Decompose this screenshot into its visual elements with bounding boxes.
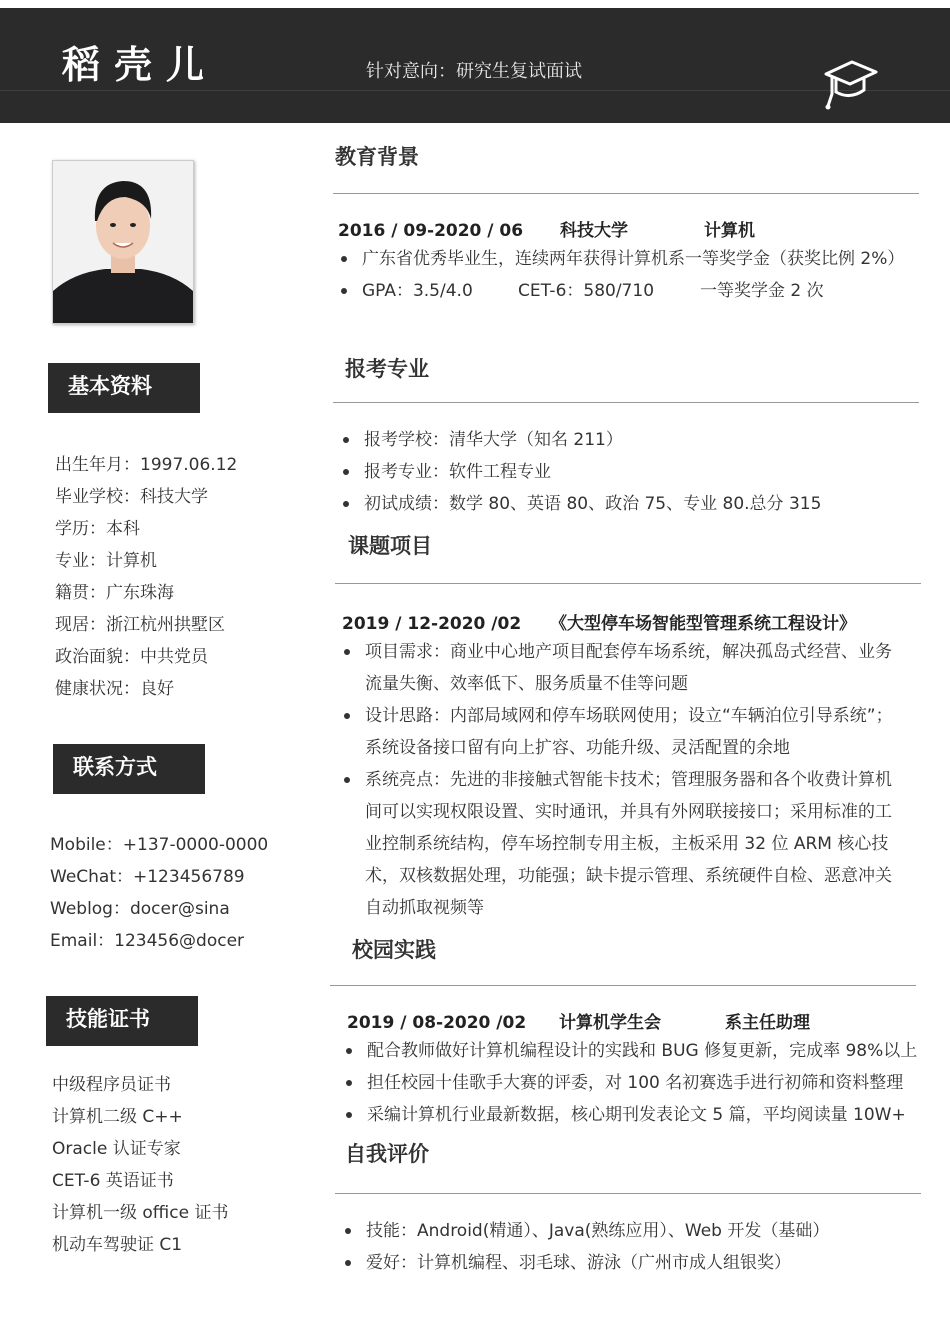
basic-info-item: 政治面貌：中共党员 <box>55 647 208 667</box>
contact-email: Email：123456@docer <box>50 931 245 951</box>
contact-title: 联系方式 <box>53 744 205 794</box>
education-title: 教育背景 <box>335 145 419 169</box>
certificate-item: 机动车驾驶证 C1 <box>52 1235 183 1255</box>
apply-list <box>340 424 918 520</box>
contact-list <box>50 829 268 957</box>
education-school: 科技大学 <box>560 221 628 241</box>
campus-header <box>347 1008 810 1033</box>
certificates-list <box>52 1069 228 1261</box>
certificate-item: 中级程序员证书 <box>52 1075 171 1095</box>
basic-info-item: 现居：浙江杭州拱墅区 <box>55 615 225 635</box>
portrait-illustration <box>53 161 193 323</box>
project-divider <box>335 583 921 584</box>
education-period: 2016 / 09-2020 / 06 <box>338 221 524 241</box>
basic-info-item: 籍贯：广东珠海 <box>55 583 174 603</box>
header-bar <box>0 8 950 123</box>
portrait-photo <box>52 160 194 324</box>
project-item: 系统亮点：先进的非接触式智能卡技术；管理服务器和各个收费计算机间可以实现权限设置、实时通讯，并具有外网联接接口；采用标准的工业控制系统结构，停车场控制专用主板，主板采用 32 位 ARM 核心技术，双核数据处理，功能强；缺卡提示管理、系统硬件自检、恶意冲关自动抓取视频等 <box>341 764 903 924</box>
contact-weblog: Weblog：docer@sina <box>50 899 230 919</box>
job-intent: 针对意向：研究生复试面试 <box>366 61 582 82</box>
self-eval-list <box>342 1215 920 1279</box>
campus-role: 系主任助理 <box>725 1013 810 1033</box>
project-header <box>342 609 856 634</box>
education-divider <box>333 193 919 194</box>
basic-info-item: 毕业学校：科技大学 <box>55 487 208 507</box>
education-bullet: 广东省优秀毕业生，连续两年获得计算机系一等奖学金（获奖比例 2%） <box>338 243 916 275</box>
basic-info-item: 专业：计算机 <box>55 551 157 571</box>
education-major: 计算机 <box>704 221 755 241</box>
education-scores <box>338 275 916 307</box>
header-divider <box>0 90 950 91</box>
campus-list <box>343 1035 923 1131</box>
campus-item: 担任校园十佳歌手大赛的评委，对 100 名初赛选手进行初筛和资料整理 <box>343 1067 923 1099</box>
campus-org: 计算机学生会 <box>559 1013 661 1033</box>
education-list <box>338 243 916 307</box>
basic-info-item: 学历：本科 <box>55 519 140 539</box>
apply-item: 报考学校：清华大学（知名 211） <box>340 424 918 456</box>
self-eval-title: 自我评价 <box>345 1142 429 1166</box>
certificate-item: 计算机二级 C++ <box>52 1107 183 1127</box>
candidate-name: 稻壳儿 <box>62 43 219 87</box>
apply-divider <box>333 402 919 403</box>
contact-wechat: WeChat：+123456789 <box>50 867 245 887</box>
project-list <box>341 636 903 924</box>
project-title: 课题项目 <box>348 534 432 558</box>
self-eval-divider <box>335 1193 921 1194</box>
basic-info-list <box>55 449 237 705</box>
self-eval-item: 爱好：计算机编程、羽毛球、游泳（广州市成人组银奖） <box>342 1247 920 1279</box>
education-gpa: GPA：3.5/4.0 <box>362 281 473 301</box>
basic-info-item: 健康状况：良好 <box>55 679 174 699</box>
project-name: 《大型停车场智能型管理系统工程设计》 <box>550 614 856 634</box>
graduation-cap-icon <box>820 52 880 112</box>
basic-info-title: 基本资料 <box>48 363 200 413</box>
basic-info-item: 出生年月：1997.06.12 <box>55 455 238 475</box>
project-period: 2019 / 12-2020 /02 <box>342 614 522 634</box>
campus-period: 2019 / 08-2020 /02 <box>347 1013 527 1033</box>
education-header <box>338 216 755 241</box>
contact-mobile: Mobile：+137-0000-0000 <box>50 835 269 855</box>
education-cet: CET-6：580/710 <box>518 281 655 301</box>
project-item: 设计思路：内部局域网和停车场联网使用；设立“车辆泊位引导系统”；系统设备接口留有向上扩容、功能升级、灵活配置的余地 <box>341 700 903 764</box>
certificate-item: CET-6 英语证书 <box>52 1171 174 1191</box>
apply-item: 报考专业：软件工程专业 <box>340 456 918 488</box>
apply-item: 初试成绩：数学 80、英语 80、政治 75、专业 80.总分 315 <box>340 488 918 520</box>
campus-item: 配合教师做好计算机编程设计的实践和 BUG 修复更新，完成率 98%以上 <box>343 1035 923 1067</box>
self-eval-item: 技能：Android(精通）、Java(熟练应用）、Web 开发（基础） <box>342 1215 920 1247</box>
apply-title: 报考专业 <box>345 357 429 381</box>
campus-divider <box>330 985 916 986</box>
campus-title: 校园实践 <box>352 938 436 962</box>
project-item: 项目需求：商业中心地产项目配套停车场系统，解决孤岛式经营、业务流量失衡、效率低下、服务质量不佳等问题 <box>341 636 903 700</box>
certificate-item: Oracle 认证专家 <box>52 1139 181 1159</box>
campus-item: 采编计算机行业最新数据，核心期刊发表论文 5 篇，平均阅读量 10W+ <box>343 1099 923 1131</box>
education-award: 一等奖学金 2 次 <box>700 281 824 301</box>
certificates-title: 技能证书 <box>46 996 198 1046</box>
certificate-item: 计算机一级 office 证书 <box>52 1203 229 1223</box>
